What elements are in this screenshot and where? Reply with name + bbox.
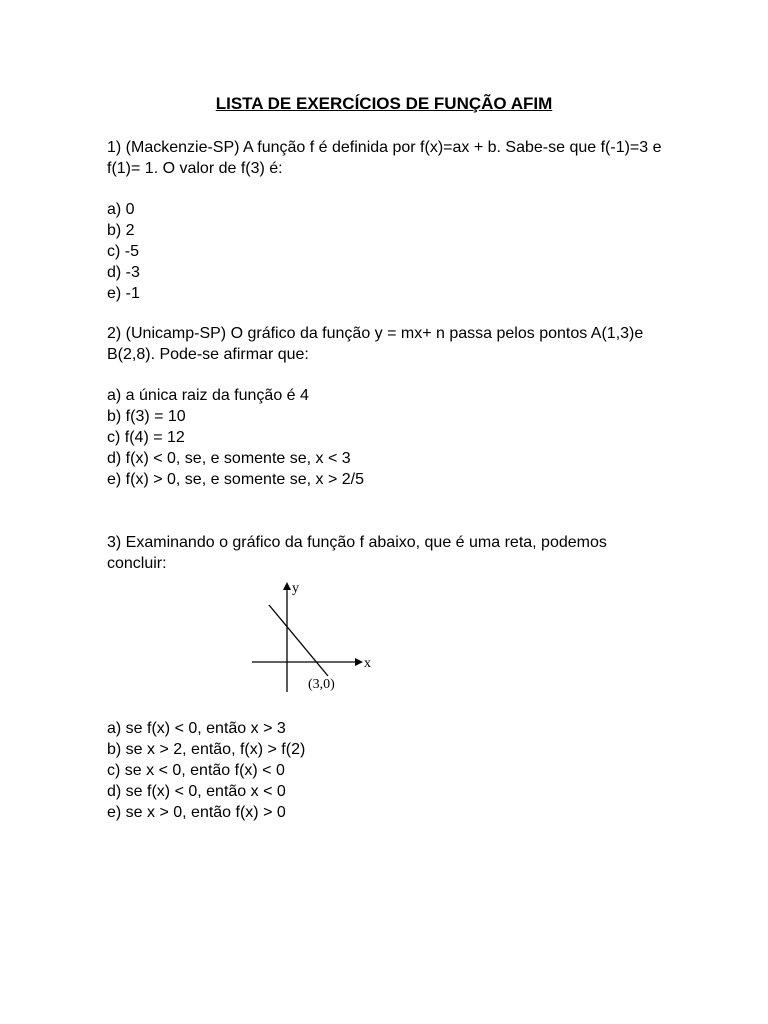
question-3-options: [107, 718, 305, 823]
question-2-option-b: b) f(3) = 10: [107, 408, 186, 425]
question-3-option-b: b) se x > 2, então, f(x) > f(2): [107, 741, 306, 758]
y-axis-label: y: [292, 581, 299, 596]
page-title: LISTA DE EXERCÍCIOS DE FUNÇÃO AFIM: [215, 94, 553, 113]
question-1-options: [107, 199, 140, 304]
question-2-text: 2) (Unicamp-SP) O gráfico da função y = mx+ n passa pelos pontos A(1,3)e B(2,8). Pode-se afirmar que:: [107, 325, 644, 363]
question-3-option-d: d) se f(x) < 0, então x < 0: [107, 783, 286, 800]
question-3-option-a: a) se f(x) < 0, então x > 3: [107, 720, 286, 737]
question-2-option-e: e) f(x) > 0, se, e somente se, x > 2/5: [107, 471, 365, 488]
question-1-option-c: c) -5: [107, 243, 139, 260]
question-1-option-b: b) 2: [107, 222, 135, 239]
question-1-text: 1) (Mackenzie-SP) A função f é definida por f(x)=ax + b. Sabe-se que f(-1)=3 e f(1)= 1. O valor de f(3) é:: [107, 139, 662, 177]
question-1-option-d: d) -3: [107, 264, 140, 281]
question-2-option-a: a) a única raiz da função é 4: [107, 387, 309, 404]
question-3-option-c: c) se x < 0, então f(x) < 0: [107, 762, 285, 779]
question-3-option-e: e) se x > 0, então f(x) > 0: [107, 804, 286, 821]
question-2-option-c: c) f(4) = 12: [107, 429, 185, 446]
function-line: [269, 605, 328, 676]
root-point-label: (3,0): [308, 677, 335, 692]
question-1-option-a: a) 0: [107, 201, 135, 218]
question-2-option-d: d) f(x) < 0, se, e somente se, x < 3: [107, 450, 351, 467]
question-2-options: [107, 385, 364, 490]
question-1-option-e: e) -1: [107, 285, 140, 302]
x-axis-label: x: [364, 656, 371, 671]
question-3-text: 3) Examinando o gráfico da função f abaixo, que é uma reta, podemos concluir:: [107, 534, 607, 572]
function-graph: [248, 578, 378, 696]
